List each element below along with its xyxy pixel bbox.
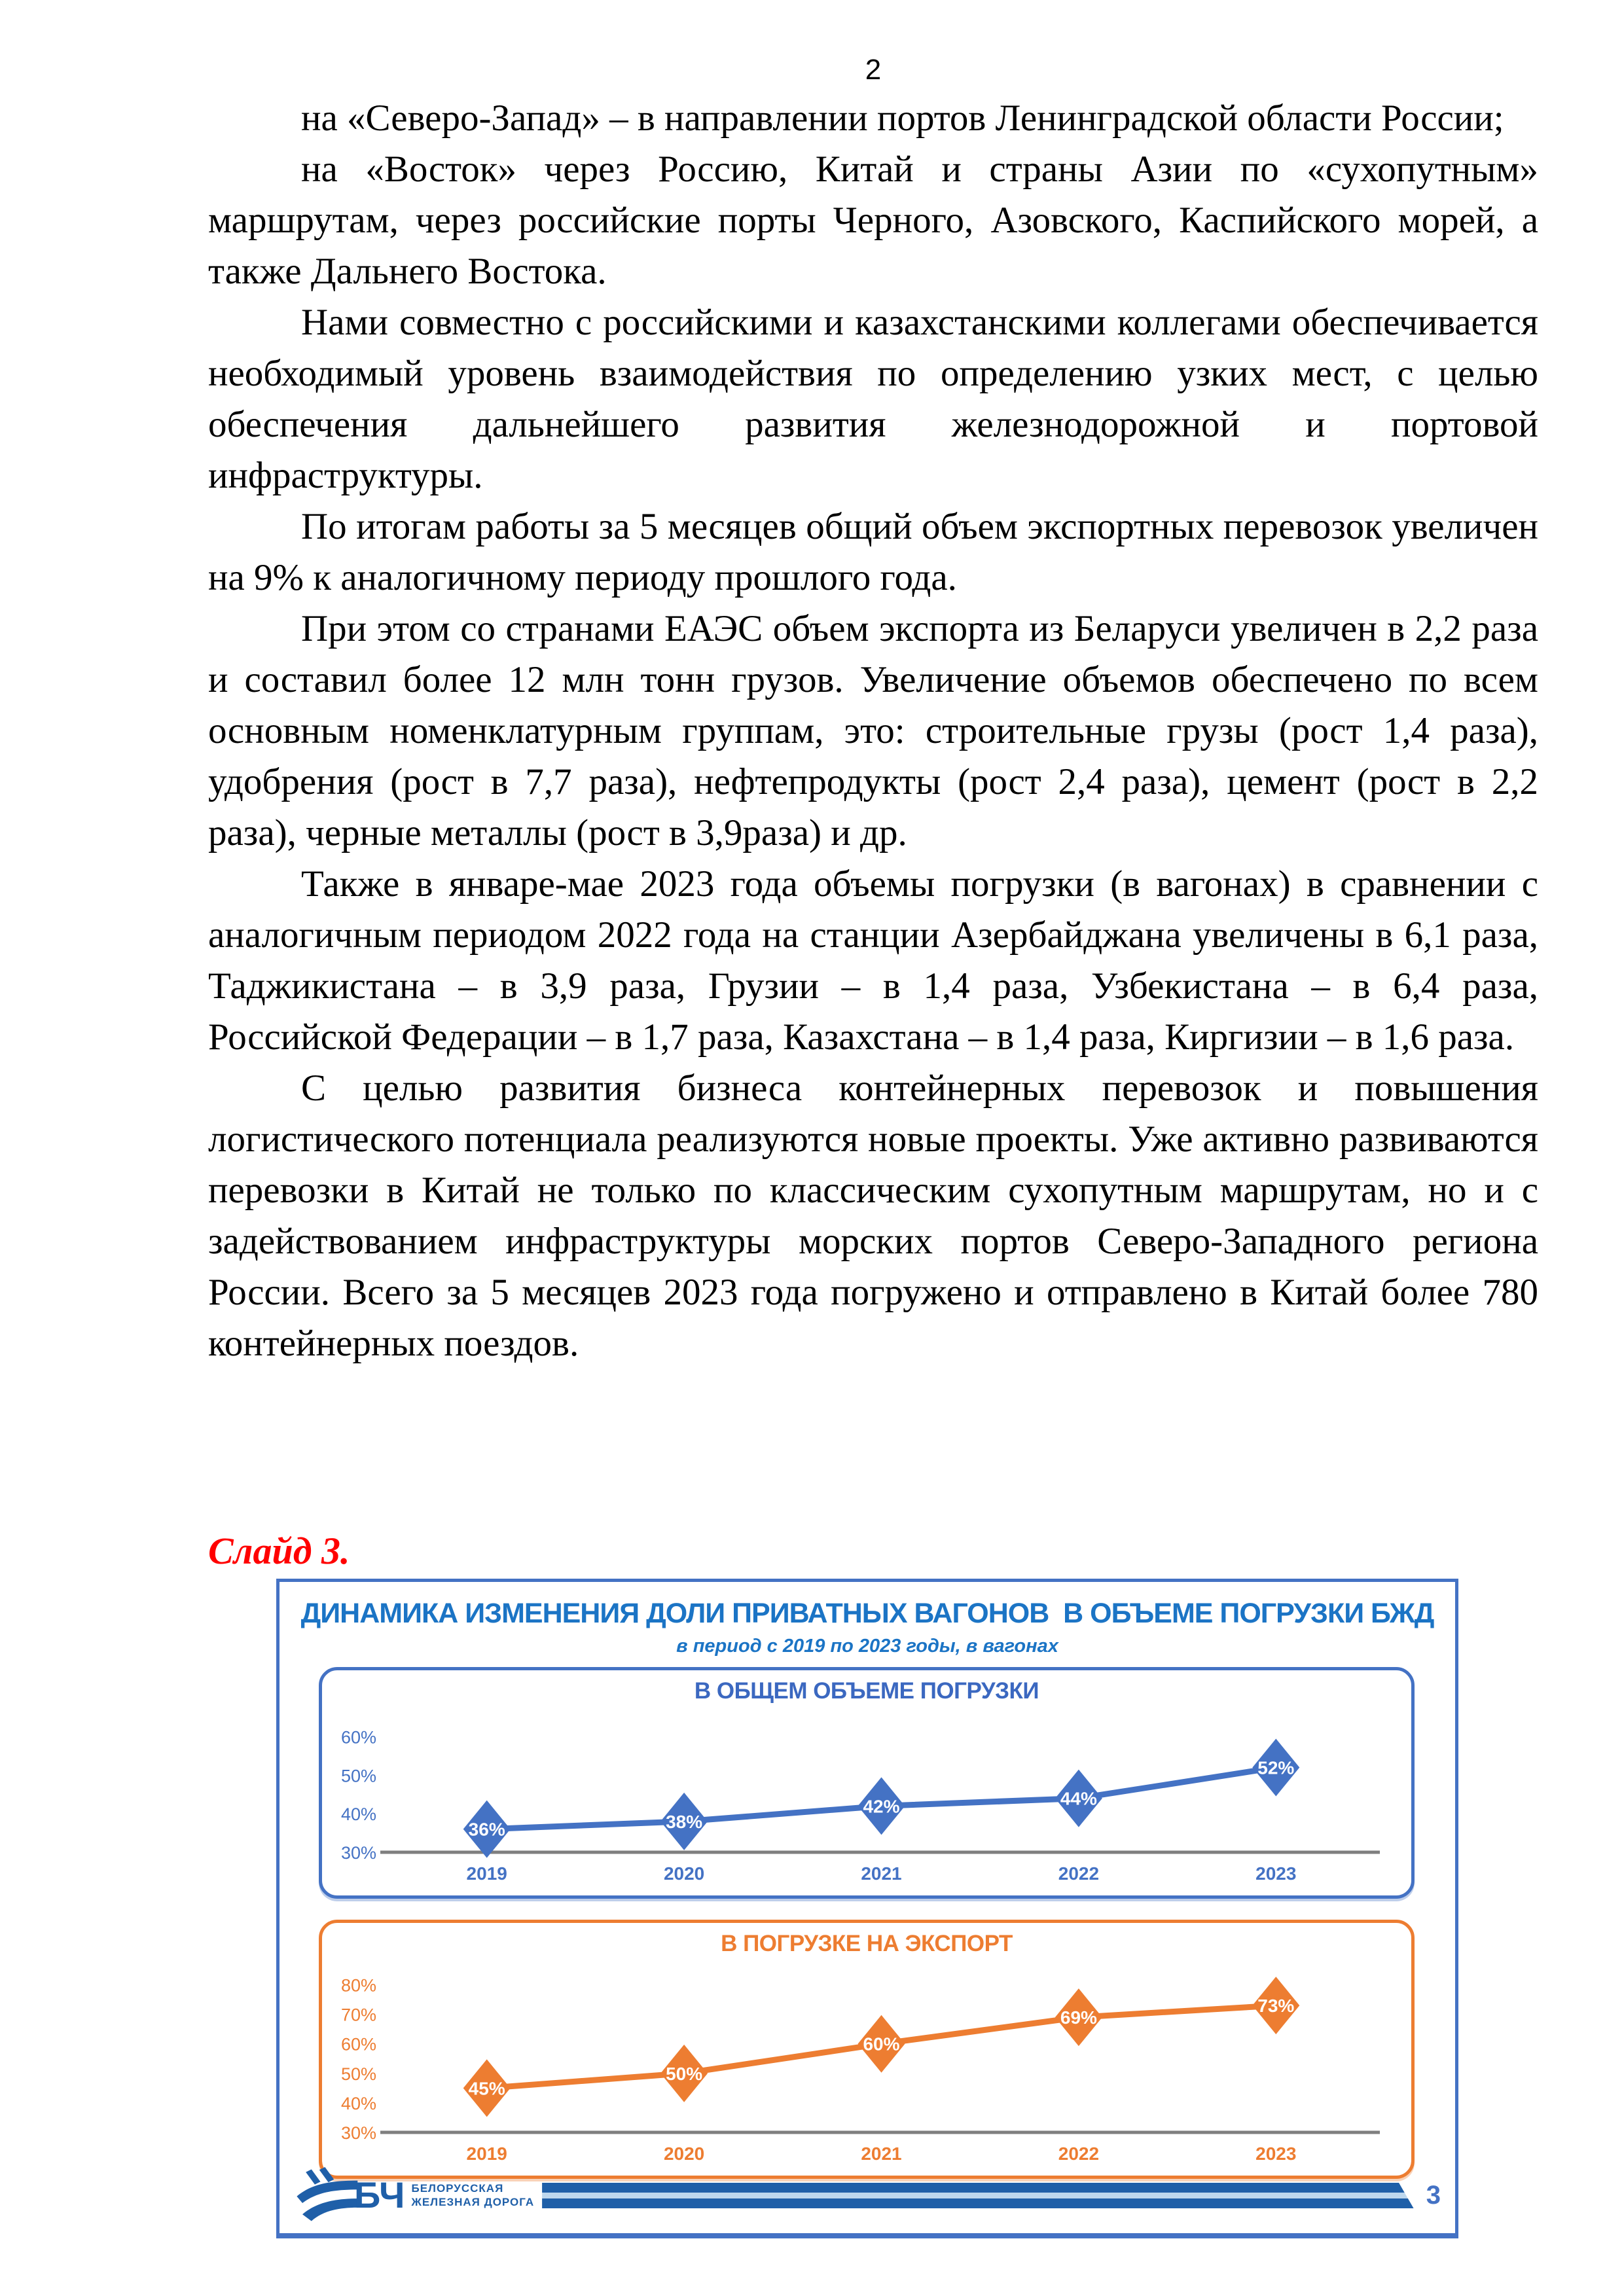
svg-text:2020: 2020 xyxy=(663,1863,705,1884)
line-chart-export-loading xyxy=(326,1961,1407,2170)
paragraph-cooperation: Нами совместно с российскими и казахстанскими коллегами обеспечивается необходимый уровень взаимодействия по определению узких мест, с целью обеспечения дальнейшего развития железнодорожной и портовой инфраструктуры. xyxy=(208,302,1538,496)
svg-text:36%: 36% xyxy=(468,1819,505,1840)
svg-text:69%: 69% xyxy=(1060,2007,1097,2028)
chart-title-export-loading: В ПОГРУЗКЕ НА ЭКСПОРТ xyxy=(721,1931,1013,1956)
line-chart-total-loading xyxy=(326,1708,1407,1890)
svg-text:52%: 52% xyxy=(1257,1757,1295,1778)
svg-text:30%: 30% xyxy=(340,2123,376,2143)
body-text xyxy=(208,93,1538,1369)
svg-text:44%: 44% xyxy=(1060,1788,1097,1809)
svg-text:73%: 73% xyxy=(1257,1996,1295,2017)
belarusian-railway-logo-icon xyxy=(295,2167,358,2223)
svg-text:40%: 40% xyxy=(340,1804,376,1825)
chart-panel-export-loading xyxy=(319,1920,1415,2179)
slide-subtitle: в период с 2019 по 2023 годы, в вагонах xyxy=(676,1636,1058,1657)
footer-stripe-middle xyxy=(542,2193,1416,2198)
svg-text:2022: 2022 xyxy=(1058,2144,1100,2164)
svg-text:2019: 2019 xyxy=(466,2144,507,2164)
slide-footer xyxy=(295,2165,1441,2225)
paragraph-east-routes: на «Восток» через Россию, Китай и страны Азии по «сухопутным» маршрутам, через российские порты Черного, Азовского, Каспийского морей, а также Дальнего Востока. xyxy=(208,149,1538,292)
svg-text:2021: 2021 xyxy=(861,2144,902,2164)
slide-3-label: Слайд 3. xyxy=(208,1530,350,1572)
svg-text:60%: 60% xyxy=(340,2034,376,2054)
paragraph-5month-results: По итогам работы за 5 месяцев общий объем экспортных перевозок увеличен на 9% к аналогичному периоду прошлого года. xyxy=(208,506,1538,598)
svg-text:80%: 80% xyxy=(340,1975,376,1996)
svg-text:40%: 40% xyxy=(340,2093,376,2113)
svg-text:30%: 30% xyxy=(340,1843,376,1863)
slide-title: ДИНАМИКА ИЗМЕНЕНИЯ ДОЛИ ПРИВАТНЫХ ВАГОНОВ В ОБЪЕМЕ ПОГРУЗКИ БЖД xyxy=(300,1598,1434,1629)
svg-text:60%: 60% xyxy=(863,2034,900,2054)
svg-text:70%: 70% xyxy=(340,2005,376,2025)
svg-text:42%: 42% xyxy=(863,1796,900,1817)
logo-text-line2: ЖЕЛЕЗНАЯ ДОРОГА xyxy=(411,2196,535,2208)
footer-stripe-bottom xyxy=(542,2198,1416,2208)
svg-text:2023: 2023 xyxy=(1255,1863,1297,1884)
svg-text:38%: 38% xyxy=(666,1811,703,1832)
svg-text:2021: 2021 xyxy=(861,1863,902,1884)
chart-title-total-loading: В ОБЩЕМ ОБЪЕМЕ ПОГРУЗКИ xyxy=(694,1678,1039,1704)
footer-stripe-top xyxy=(542,2183,1416,2193)
svg-text:2019: 2019 xyxy=(466,1863,507,1884)
chart-panel-total-loading xyxy=(319,1667,1415,1899)
paragraph-loading-volumes: Также в январе-мае 2023 года объемы погрузки (в вагонах) в сравнении с аналогичным периодом 2022 года на станции Азербайджана увеличены в 6,1 раза, Таджикистана – в 3,9 раза, Грузии – в 1,4 раза, Узбекистана – в 6,4 раза, Российской Федерации – в 1,7 раза, Казахстана – в 1,4 раза, Киргизии – в 1,6 раза. xyxy=(208,863,1538,1058)
logo-abbr: БЧ xyxy=(354,2174,405,2215)
slide-page-number: 3 xyxy=(1426,2180,1441,2210)
svg-text:2020: 2020 xyxy=(663,2144,705,2164)
svg-text:50%: 50% xyxy=(340,1766,376,1786)
svg-text:2023: 2023 xyxy=(1255,2144,1297,2164)
logo-text xyxy=(411,2181,534,2210)
svg-text:45%: 45% xyxy=(468,2078,505,2099)
logo-text-line1: БЕЛОРУССКАЯ xyxy=(411,2181,504,2195)
footer-stripe-bar xyxy=(542,2183,1416,2212)
svg-text:2022: 2022 xyxy=(1058,1863,1100,1884)
svg-text:50%: 50% xyxy=(666,2063,703,2084)
slide-3-image xyxy=(276,1579,1458,2238)
page-number: 2 xyxy=(865,54,882,86)
svg-text:60%: 60% xyxy=(340,1727,376,1748)
paragraph-northwest: на «Северо-Запад» – в направлении портов Ленинградской области России; xyxy=(301,98,1504,139)
svg-text:50%: 50% xyxy=(340,2064,376,2084)
paragraph-eaes-export: При этом со странами ЕАЭС объем экспорта из Беларуси увеличен в 2,2 раза и составил более 12 млн тонн грузов. Увеличение объемов обеспечено по всем основным номенклатурным группам, это: строительные грузы (рост 1,4 раза), удобрения (рост в 7,7 раза), нефтепродукты (рост 2,4 раза), цемент (рост в 2,2 раза), черные металлы (рост в 3,9раза) и др. xyxy=(208,608,1538,853)
paragraph-container-projects: С целью развития бизнеса контейнерных перевозок и повышения логистического потенциала реализуются новые проекты. Уже активно развиваются перевозки в Китай не только по классическим сухопутным маршрутам, но и с задействованием инфраструктуры морских портов Северо-Западного региона России. Всего за 5 месяцев 2023 года погружено и отправлено в Китай более 780 контейнерных поездов. xyxy=(208,1067,1538,1364)
